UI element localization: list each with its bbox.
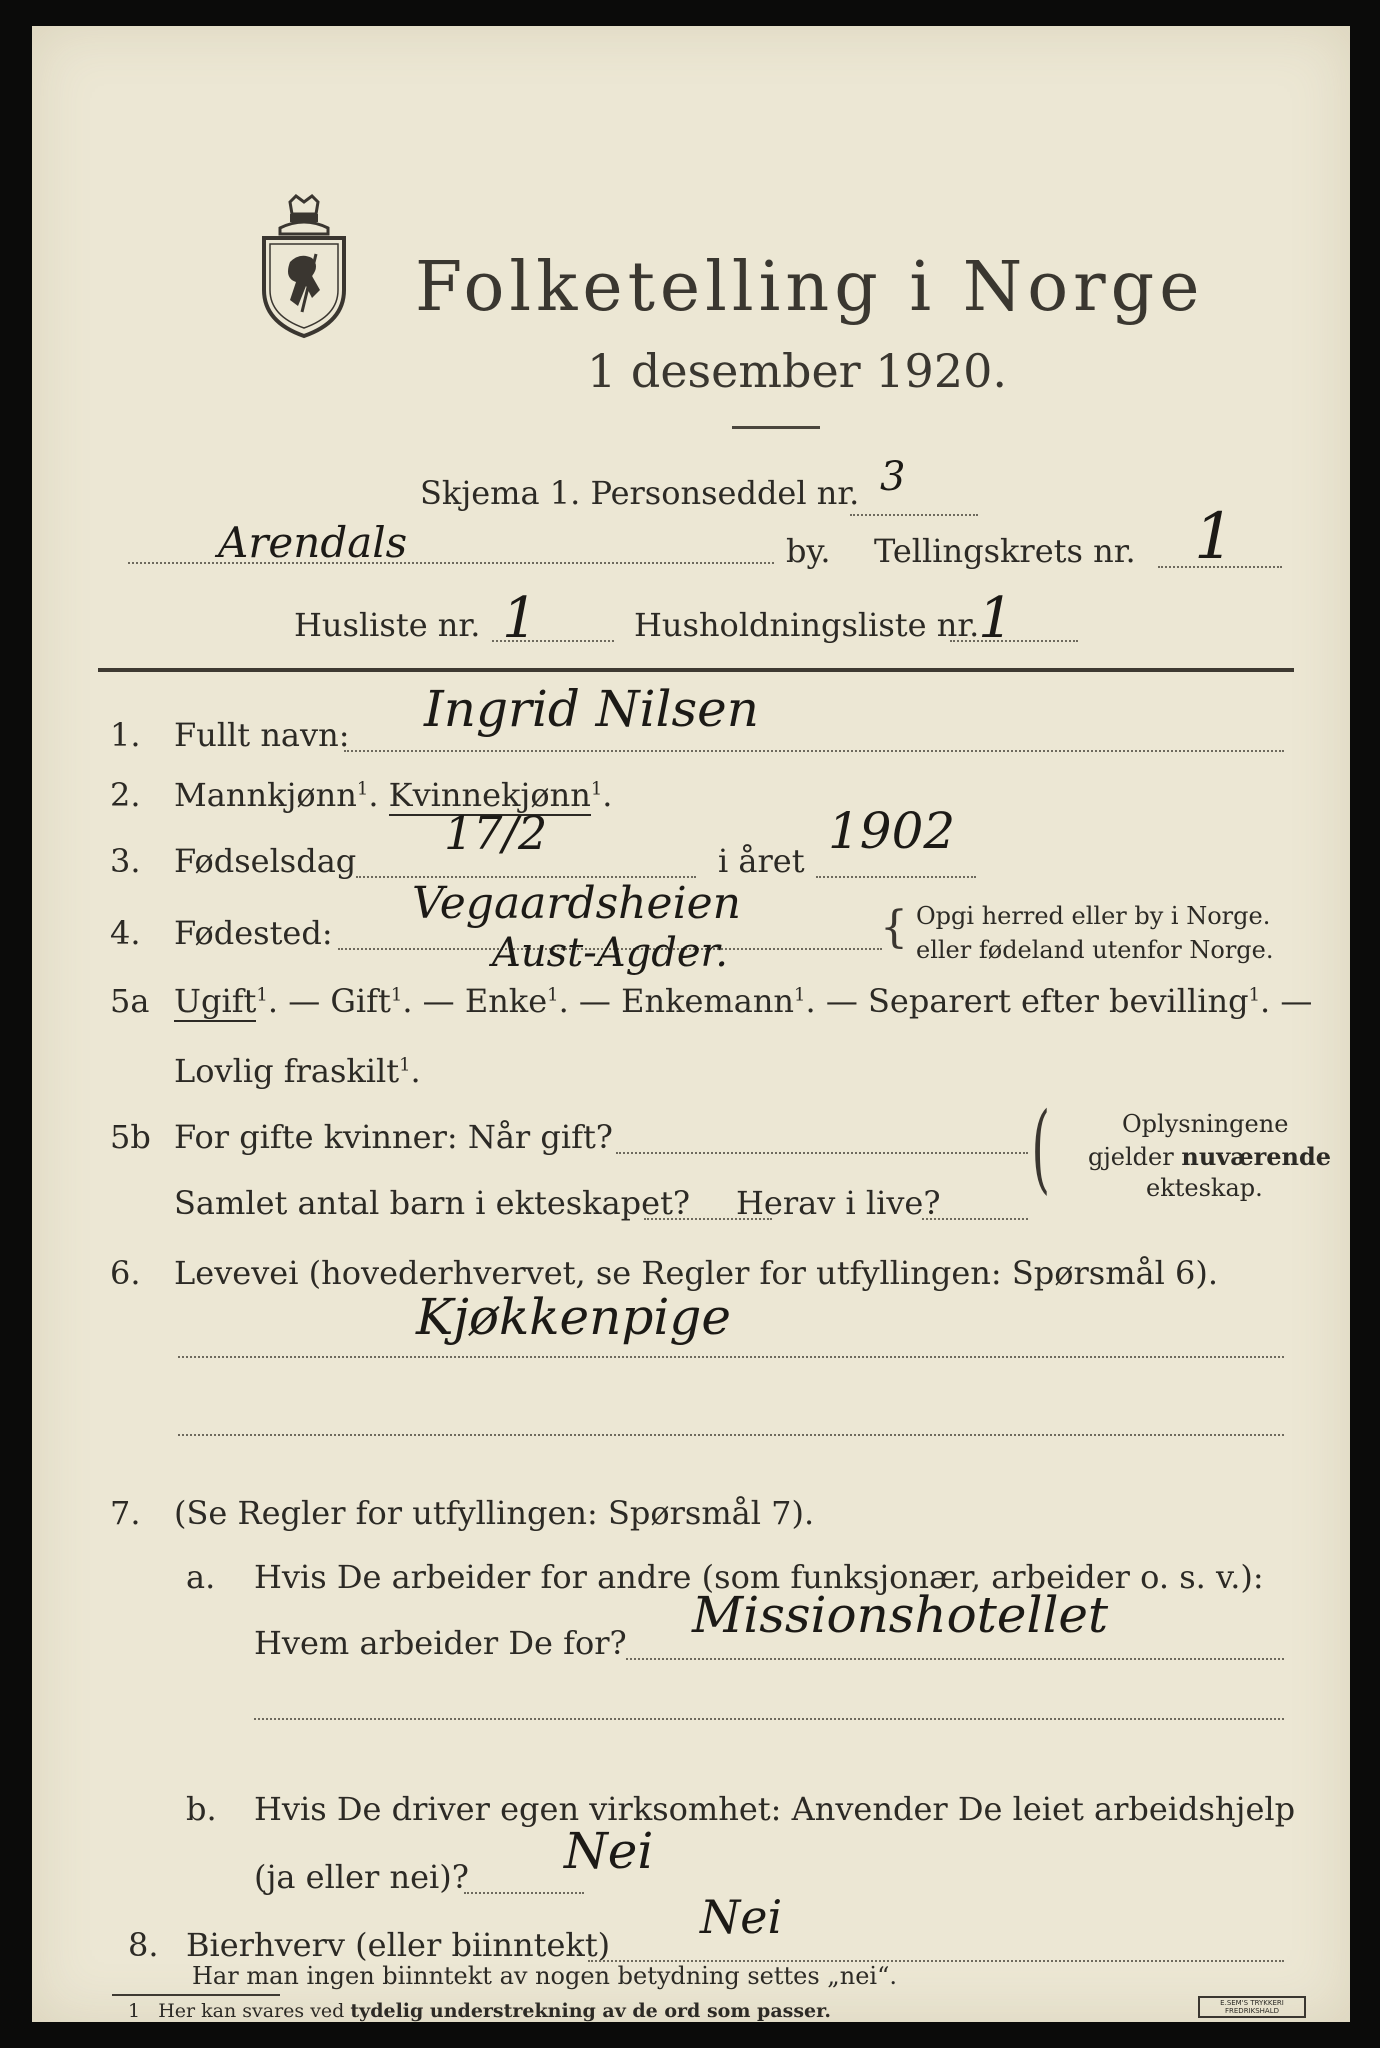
q4-label: Fødested: (174, 914, 333, 952)
q3-label: Fødselsdag (174, 842, 357, 880)
status-fraskilt-line: Lovlig fraskilt$^1$. (174, 1052, 421, 1090)
tellingskrets-number: 1 (1194, 500, 1235, 574)
side-income-value: Nei (700, 1890, 783, 1944)
q5b-children-label: Samlet antal barn i ekteskapet? (174, 1184, 691, 1222)
q7-number: 7. (110, 1494, 141, 1532)
q1-number: 1. (110, 716, 141, 754)
q4-number: 4. (110, 914, 141, 952)
personseddel-number: 3 (880, 454, 906, 500)
status-separert: Separert efter bevilling (868, 982, 1249, 1020)
birthplace-value: Vegaardsheien (412, 878, 742, 929)
full-name-value: Ingrid Nilsen (424, 680, 759, 738)
footnote-text-b: tydelig understrekning av de ord som passer. (350, 2000, 831, 2022)
birthplace-note-2: eller fødeland utenfor Norge. (916, 936, 1274, 964)
employer-value: Missionshotellet (692, 1586, 1109, 1644)
gender-options: Mannkjønn$^1$. Kvinnekjønn$^1$. (174, 776, 613, 814)
marital-status-options: Ugift$^1$. — Gift$^1$. — Enke$^1$. — Enkemann$^1$. — Separert efter bevilling$^1$. — (174, 982, 1313, 1020)
footnote-text-a: Her kan svares ved (158, 2000, 345, 2022)
husholdning-label: Husholdningsliste nr. (634, 606, 980, 644)
skjema-label: Skjema 1. Personseddel nr. (420, 474, 860, 512)
printer-stamp (1198, 1996, 1306, 2018)
status-enke: Enke (464, 982, 548, 1020)
gender-male: Mannkjønn (174, 776, 357, 814)
norwegian-coat-of-arms-icon (250, 194, 358, 340)
q5a-number: 5a (110, 982, 150, 1020)
q5b-number: 5b (110, 1118, 151, 1156)
status-fraskilt: Lovlig fraskilt (174, 1052, 400, 1090)
q7a-letter: a. (186, 1558, 216, 1596)
footnote-divider (112, 1994, 280, 1996)
tellingskrets-label: Tellingskrets nr. (874, 532, 1136, 570)
nei-note: Har man ingen biinntekt av nogen betydning settes „nei“. (192, 1962, 897, 1990)
q7a-text: Hvis De arbeider for andre (som funksjonær, arbeider o. s. v.): (254, 1558, 1264, 1596)
q3-number: 3. (110, 842, 141, 880)
title-divider (732, 426, 820, 429)
q7b-text: Hvis De driver egen virksomhet: Anvender De leiet arbeidshjelp (254, 1790, 1296, 1828)
footnote-number: 1 (128, 2000, 141, 2022)
q1-label: Fullt navn: (174, 716, 350, 754)
q7-label: (Se Regler for utfyllingen: Spørsmål 7). (174, 1494, 815, 1532)
birthplace-county-value: Aust-Agder. (492, 930, 728, 976)
status-enkemann: Enkemann (621, 982, 795, 1020)
q5b-label: For gifte kvinner: Når gift? (174, 1118, 613, 1156)
form-date: 1 desember 1920. (587, 344, 1007, 398)
q7b-question: (ja eller nei)? (254, 1858, 469, 1896)
q5b-note-2: gjelder nuværende (1088, 1142, 1332, 1171)
q5b-alive-label: Herav i live? (736, 1184, 941, 1222)
q7b-letter: b. (186, 1790, 217, 1828)
town-name: Arendals (218, 518, 408, 567)
occupation-value: Kjøkkenpige (416, 1288, 731, 1346)
q7a-question: Hvem arbeider De for? (254, 1624, 627, 1662)
status-gift: Gift (330, 982, 391, 1020)
printer-line-2: FREDRIKSHALD (1224, 2007, 1279, 2015)
husliste-number: 1 (502, 586, 538, 651)
q8-label: Bierhverv (eller biinntekt) (186, 1926, 611, 1964)
q5b-note-1: Oplysningene (1122, 1110, 1289, 1138)
printer-line-1: E.SEM'S TRYKKERI (1220, 1999, 1284, 2007)
header-divider (98, 668, 1294, 672)
q6-label: Levevei (hovederhvervet, se Regler for utfyllingen: Spørsmål 6). (174, 1254, 1219, 1292)
footnote (128, 2000, 831, 2022)
husliste-label: Husliste nr. (294, 606, 481, 644)
birthplace-note-1: Opgi herred eller by i Norge. (916, 902, 1271, 930)
birth-year-value: 1902 (828, 802, 956, 860)
gender-female: Kvinnekjønn (388, 776, 591, 814)
by-label: by. (786, 532, 831, 570)
census-form-page: Folketelling i Norge 1 desember 1920. Skjema 1. Personseddel nr. 3 Arendals by. Tellingskrets nr. 1 Husliste nr. 1 Husholdningsliste nr. 1 1. Fullt navn: Ingrid Nilsen 2. Mannkjønn$^1$. Kvinnekjønn$^1$. 3. Fødselsdag 17/2 i året 1902 4. Fødested: Vegaardsheien Aust-Agder. { Opgi herred eller by i Norge. eller fødeland utenfor Norge. 5a Ugift$^1$. — Gift$^1$. — Enke$^1$. — Enkemann$^1$. — Separert efter bevilling$^1$. — Lovlig fraskilt$^1$. 5b For gifte kvinner: Når gift? Samlet antal barn i ekteskapet? Herav i live? ( Oplysningene gjelder nuværende ekteskap. 6. Levevei (hovederhvervet, se Regler for utfyllingen: Spørsmål 6). Kjøkkenpige 7. (Se Regler for utfyllingen: Spørsmål 7). a. Hvis De arbeider for andre (som funksjonær, arbeider o. s. v.): Hvem arbeider De for? Missionshotellet b. Hvis De driver egen virksomhet: Anvender De leiet arbeidshjelp (ja eller nei)? Nei 8. Bierhverv (eller biinntekt) (32, 26, 1350, 2022)
q2-number: 2. (110, 776, 141, 814)
q5b-note-3: ekteskap. (1146, 1174, 1263, 1202)
hired-help-value: Nei (564, 1822, 654, 1880)
q8-number: 8. (128, 1926, 159, 1964)
husholdning-number: 1 (978, 586, 1014, 651)
q6-number: 6. (110, 1254, 141, 1292)
q3-year-label: i året (718, 842, 805, 880)
birth-date-value: 17/2 (444, 806, 548, 860)
form-title: Folketelling i Norge (415, 248, 1205, 327)
status-ugift: Ugift (174, 982, 257, 1020)
